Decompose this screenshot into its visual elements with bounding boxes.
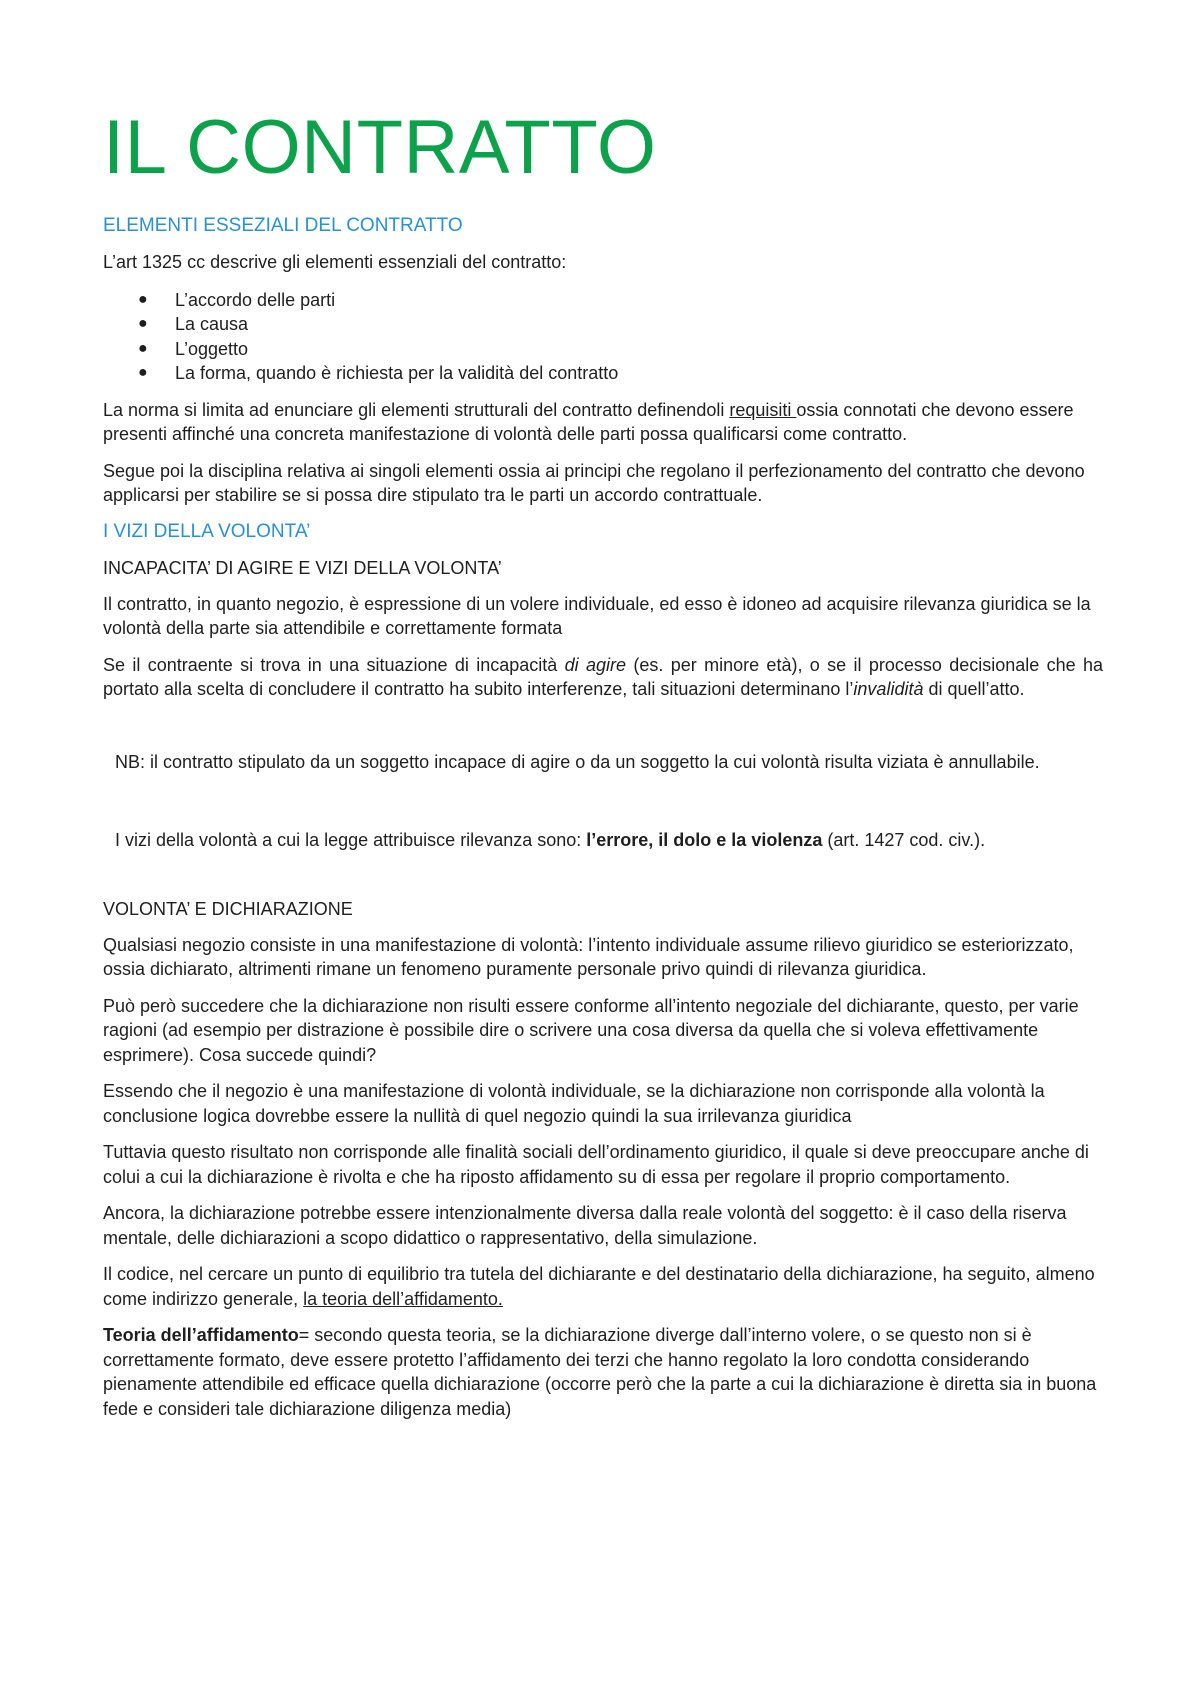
bold-term: Teoria dell’affidamento (103, 1325, 299, 1345)
underlined-term-affidamento: la teoria dell’affidamento. (303, 1288, 503, 1309)
paragraph-incapacita (103, 653, 1103, 702)
note-annullabile: NB: il contratto stipulato da un soggetto incapace di agire o da un soggetto la cui volontà risulta viziata è annullabile. (115, 751, 1040, 772)
elements-list (103, 288, 1103, 386)
document-body (103, 100, 1103, 1421)
paragraph-conformita: Può però succedere che la dichiarazione non risulti essere conforme all’intento negoziale del dichiarante, questo, per varie ragioni (ad esempio per distrazione è possibile dire o scrivere una cosa diversa da quella che si voleva effettivamente esprimere). Cosa succede quindi? (103, 995, 1079, 1065)
list-item (138, 361, 1103, 386)
bullet-icon: ● (138, 290, 148, 308)
underlined-term-requisiti: requisiti (729, 399, 797, 420)
bold-term: l’errore, il dolo e la violenza (586, 830, 823, 850)
list-item-text: La causa (175, 314, 249, 334)
paragraph-negozio: Qualsiasi negozio consiste in una manifestazione di volontà: l’intento individuale assume rilievo giuridico se esteriorizzato, ossia dichiarato, altrimenti rimane un fenomeno puramente personale privo quindi di rilevanza giuridica. (103, 934, 1074, 979)
text-span: Il codice, nel cercare un punto di equilibrio tra tutela del dichiarante e del destinatario della dichiarazione, ha seguito, almeno come indirizzo generale, (103, 1264, 1095, 1309)
note-vizi (115, 828, 1091, 853)
spacer (103, 774, 1103, 828)
section-heading-vizi: I VIZI DELLA VOLONTA’ (103, 520, 311, 542)
text-span: (art. 1427 cod. civ.). (822, 830, 986, 850)
spacer (103, 853, 1103, 897)
text-span: Se il contraente si trova in una situazione di incapacità (103, 654, 565, 675)
italic-term: invalidità (853, 679, 924, 699)
spacer (103, 702, 1103, 750)
italic-term: di agire (564, 654, 627, 675)
text-span: = secondo questa teoria, se la dichiarazione diverge dall’interno volere, o se questo non si è correttamente formato, deve essere protetto l’affidamento dei terzi che hanno regolato la loro condotta considerando pienamente attendibile ed efficace quella dichiarazione (occorre però che la parte a cui la dichiarazione è diretta sia in buona fede e consideri tale dichiarazione diligenza media) (103, 1325, 1097, 1419)
bullet-icon: ● (138, 364, 148, 381)
text-span: di quell’atto. (923, 679, 1025, 699)
list-item-text: La forma, quando è richiesta per la validità del contratto (175, 363, 619, 383)
section-heading-elementi: ELEMENTI ESSEZIALI DEL CONTRATTO (103, 215, 463, 236)
text-span: (es. per minore età), o se il processo decisionale che ha portato alla scelta di concludere il contratto ha subito interferenze, tali situazioni determinano l’ (103, 654, 1103, 699)
list-item (138, 288, 1103, 313)
list-item-text: L’accordo delle parti (175, 289, 336, 310)
text-span: I vizi della volontà a cui la legge attribuisce rilevanza sono: (115, 830, 587, 850)
paragraph-requisiti (103, 398, 1103, 447)
subheading-volonta-dichiarazione: VOLONTA’ E DICHIARAZIONE (103, 898, 353, 919)
paragraph-intro: L’art 1325 cc descrive gli elementi essenziali del contratto: (103, 252, 567, 272)
text-span: La norma si limita ad enunciare gli elementi strutturali del contratto definendoli (103, 399, 730, 420)
paragraph-nullita: Essendo che il negozio è una manifestazione di volontà individuale, se la dichiarazione non corrisponde alla volontà la conclusione logica dovrebbe essere la nullità di quel negozio quindi la sua irrilevanza giuridica (103, 1081, 1045, 1126)
bullet-icon: ● (138, 339, 148, 357)
list-item (138, 312, 1103, 337)
list-item-text: L’oggetto (175, 338, 249, 359)
subheading-incapacita: INCAPACITA’ DI AGIRE E VIZI DELLA VOLONTA’ (103, 557, 502, 578)
paragraph-teoria (103, 1323, 1103, 1421)
document-title: IL CONTRATTO (103, 105, 657, 190)
list-item (138, 337, 1103, 362)
paragraph-riserva: Ancora, la dichiarazione potrebbe essere intenzionalmente diversa dalla reale volontà del soggetto: è il caso della riserva mentale, delle dichiarazioni a scopo didattico o rappresentativo, della simulazione. (103, 1203, 1067, 1248)
paragraph-disciplina: Segue poi la disciplina relativa ai singoli elementi ossia ai principi che regolano il perfezionamento del contratto che devono applicarsi per stabilire se si possa dire stipulato tra le parti un accordo contrattuale. (103, 460, 1085, 505)
bullet-icon: ● (138, 315, 148, 332)
paragraph-volere: Il contratto, in quanto negozio, è espressione di un volere individuale, ed esso è idoneo ad acquisire rilevanza giuridica se la volontà della parte sia attendibile e correttamente formata (103, 593, 1091, 638)
text-span: ossia connotati che devono essere presenti affinché una concreta manifestazione di volontà delle parti possa qualificarsi come contratto. (103, 399, 1074, 444)
paragraph-finalita: Tuttavia questo risultato non corrisponde alle finalità sociali dell’ordinamento giuridico, il quale si deve preoccupare anche di colui a cui la dichiarazione è rivolta e che ha riposto affidamento su di essa per regolare il proprio comportamento. (103, 1142, 1089, 1187)
paragraph-codice (103, 1262, 1103, 1311)
